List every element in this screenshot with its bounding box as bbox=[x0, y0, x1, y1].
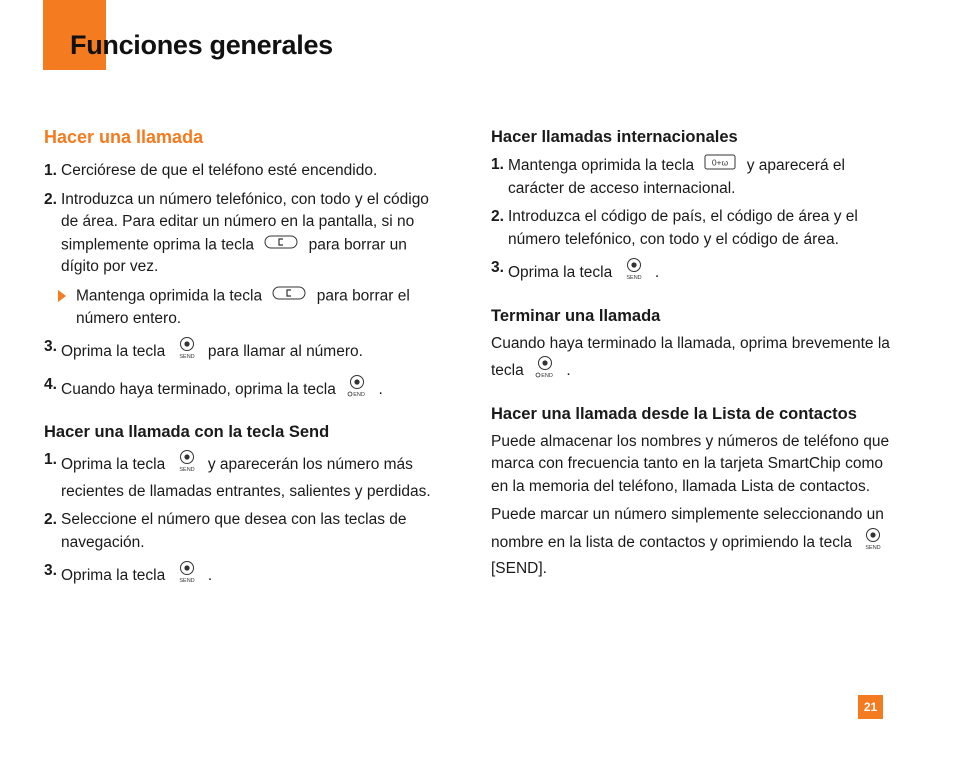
bullet-text: Mantenga oprimida la tecla bbox=[76, 287, 263, 305]
step-text: Mantenga oprimida la tecla bbox=[508, 156, 695, 174]
list-item bbox=[44, 560, 436, 592]
step-number: 2. bbox=[44, 511, 57, 529]
step-text: Oprima la tecla bbox=[61, 343, 166, 361]
clear-key-icon bbox=[264, 234, 298, 257]
list-item bbox=[44, 509, 436, 554]
svg-text:SEND: SEND bbox=[625, 275, 642, 281]
list-item bbox=[44, 336, 436, 368]
send-key-icon bbox=[623, 257, 645, 289]
send-key-icon bbox=[176, 449, 198, 481]
svg-text:SEND: SEND bbox=[178, 354, 195, 361]
step-number: 3. bbox=[44, 562, 57, 580]
svg-text:0+ω: 0+ω bbox=[712, 157, 729, 168]
section-heading-contacts: Hacer una llamada desde la Lista de contactos bbox=[491, 404, 857, 423]
step-text-after: y aparecerán los número más recientes de llamadas entrantes, salientes y perdidas. bbox=[61, 456, 431, 500]
step-text: Introduzca el código de país, el código de área y el número telefónico, con todo y el código de área. bbox=[508, 208, 858, 248]
right-column bbox=[491, 126, 891, 587]
section-heading-send: Hacer una llamada con la tecla Send bbox=[44, 423, 330, 442]
paragraph-text-after: . bbox=[566, 361, 571, 379]
svg-text:SEND: SEND bbox=[865, 544, 881, 551]
step-text-after: . bbox=[654, 263, 660, 281]
step-number: 1. bbox=[44, 451, 57, 469]
section-heading-end-call: Terminar una llamada bbox=[491, 306, 661, 325]
svg-text:END: END bbox=[541, 373, 553, 379]
section-heading-make-call: Hacer una llamada bbox=[44, 127, 204, 147]
step-number: 2. bbox=[491, 208, 504, 225]
step-text: Seleccione el número que desea con las teclas de navegación. bbox=[61, 511, 407, 551]
step-number: 1. bbox=[491, 156, 504, 173]
paragraph-text: Cuando haya terminado la llamada, oprima brevemente la tecla bbox=[491, 334, 890, 379]
step-text: Oprima la tecla bbox=[61, 456, 166, 474]
step-text: Introduzca un número telefónico, con todo y el código de área. Para editar un número en la pantalla, si no simplemente oprima la tecla bbox=[61, 190, 429, 253]
svg-text:SEND: SEND bbox=[178, 578, 195, 585]
step-text-after: . bbox=[207, 567, 213, 585]
list-item bbox=[44, 189, 436, 279]
end-key-icon bbox=[534, 355, 556, 387]
list-item bbox=[491, 257, 891, 289]
bullet-text-after: para borrar el número entero. bbox=[76, 287, 410, 327]
send-key-icon bbox=[862, 527, 884, 559]
end-key-icon bbox=[346, 374, 368, 406]
step-number: 3. bbox=[491, 259, 504, 276]
step-number: 4. bbox=[44, 375, 57, 393]
left-column bbox=[44, 126, 436, 598]
zero-plus-key-icon bbox=[704, 154, 736, 178]
step-number: 3. bbox=[44, 338, 57, 356]
step-number: 1. bbox=[44, 162, 57, 179]
step-text: Cuando haya terminado, oprima la tecla bbox=[61, 380, 336, 398]
contacts-paragraph-1: Puede almacenar los nombres y números de teléfono que marca con frecuencia tanto en la tarjeta SmartChip como en la memoria del teléfono, llamada Lista de contactos. bbox=[491, 432, 890, 495]
list-item bbox=[44, 374, 436, 406]
page-number: 21 bbox=[858, 695, 883, 719]
section-heading-international: Hacer llamadas internacionales bbox=[491, 128, 738, 146]
step-text: Cerciórese de que el teléfono esté encendido. bbox=[61, 162, 378, 179]
clear-key-icon bbox=[272, 285, 306, 308]
step-text-after: y aparecerá el carácter de acceso internacional. bbox=[508, 156, 845, 197]
step-text-after: . bbox=[378, 380, 383, 398]
step-text-after: para llamar al número. bbox=[207, 343, 363, 361]
paragraph-text: Puede marcar un número simplemente seleccionando un nombre en la lista de contactos y oprimiendo la tecla bbox=[491, 506, 884, 551]
paragraph-text-after: [SEND]. bbox=[491, 560, 547, 577]
step-text: Oprima la tecla bbox=[508, 263, 613, 281]
list-item bbox=[44, 160, 436, 183]
list-item bbox=[491, 206, 891, 251]
bullet-arrow-icon bbox=[58, 290, 66, 302]
end-call-paragraph bbox=[491, 333, 891, 387]
contacts-paragraph-2 bbox=[491, 504, 891, 581]
send-key-icon bbox=[176, 336, 198, 368]
svg-text:END: END bbox=[353, 391, 365, 398]
step-number: 2. bbox=[44, 190, 57, 208]
svg-text:SEND: SEND bbox=[178, 467, 195, 474]
list-item bbox=[44, 449, 436, 503]
step-text-after: para borrar un dígito por vez. bbox=[61, 235, 407, 276]
page-title: Funciones generales bbox=[70, 30, 333, 60]
list-item bbox=[44, 285, 436, 330]
list-item bbox=[491, 154, 891, 200]
send-key-icon bbox=[176, 560, 198, 592]
step-text: Oprima la tecla bbox=[61, 567, 166, 585]
